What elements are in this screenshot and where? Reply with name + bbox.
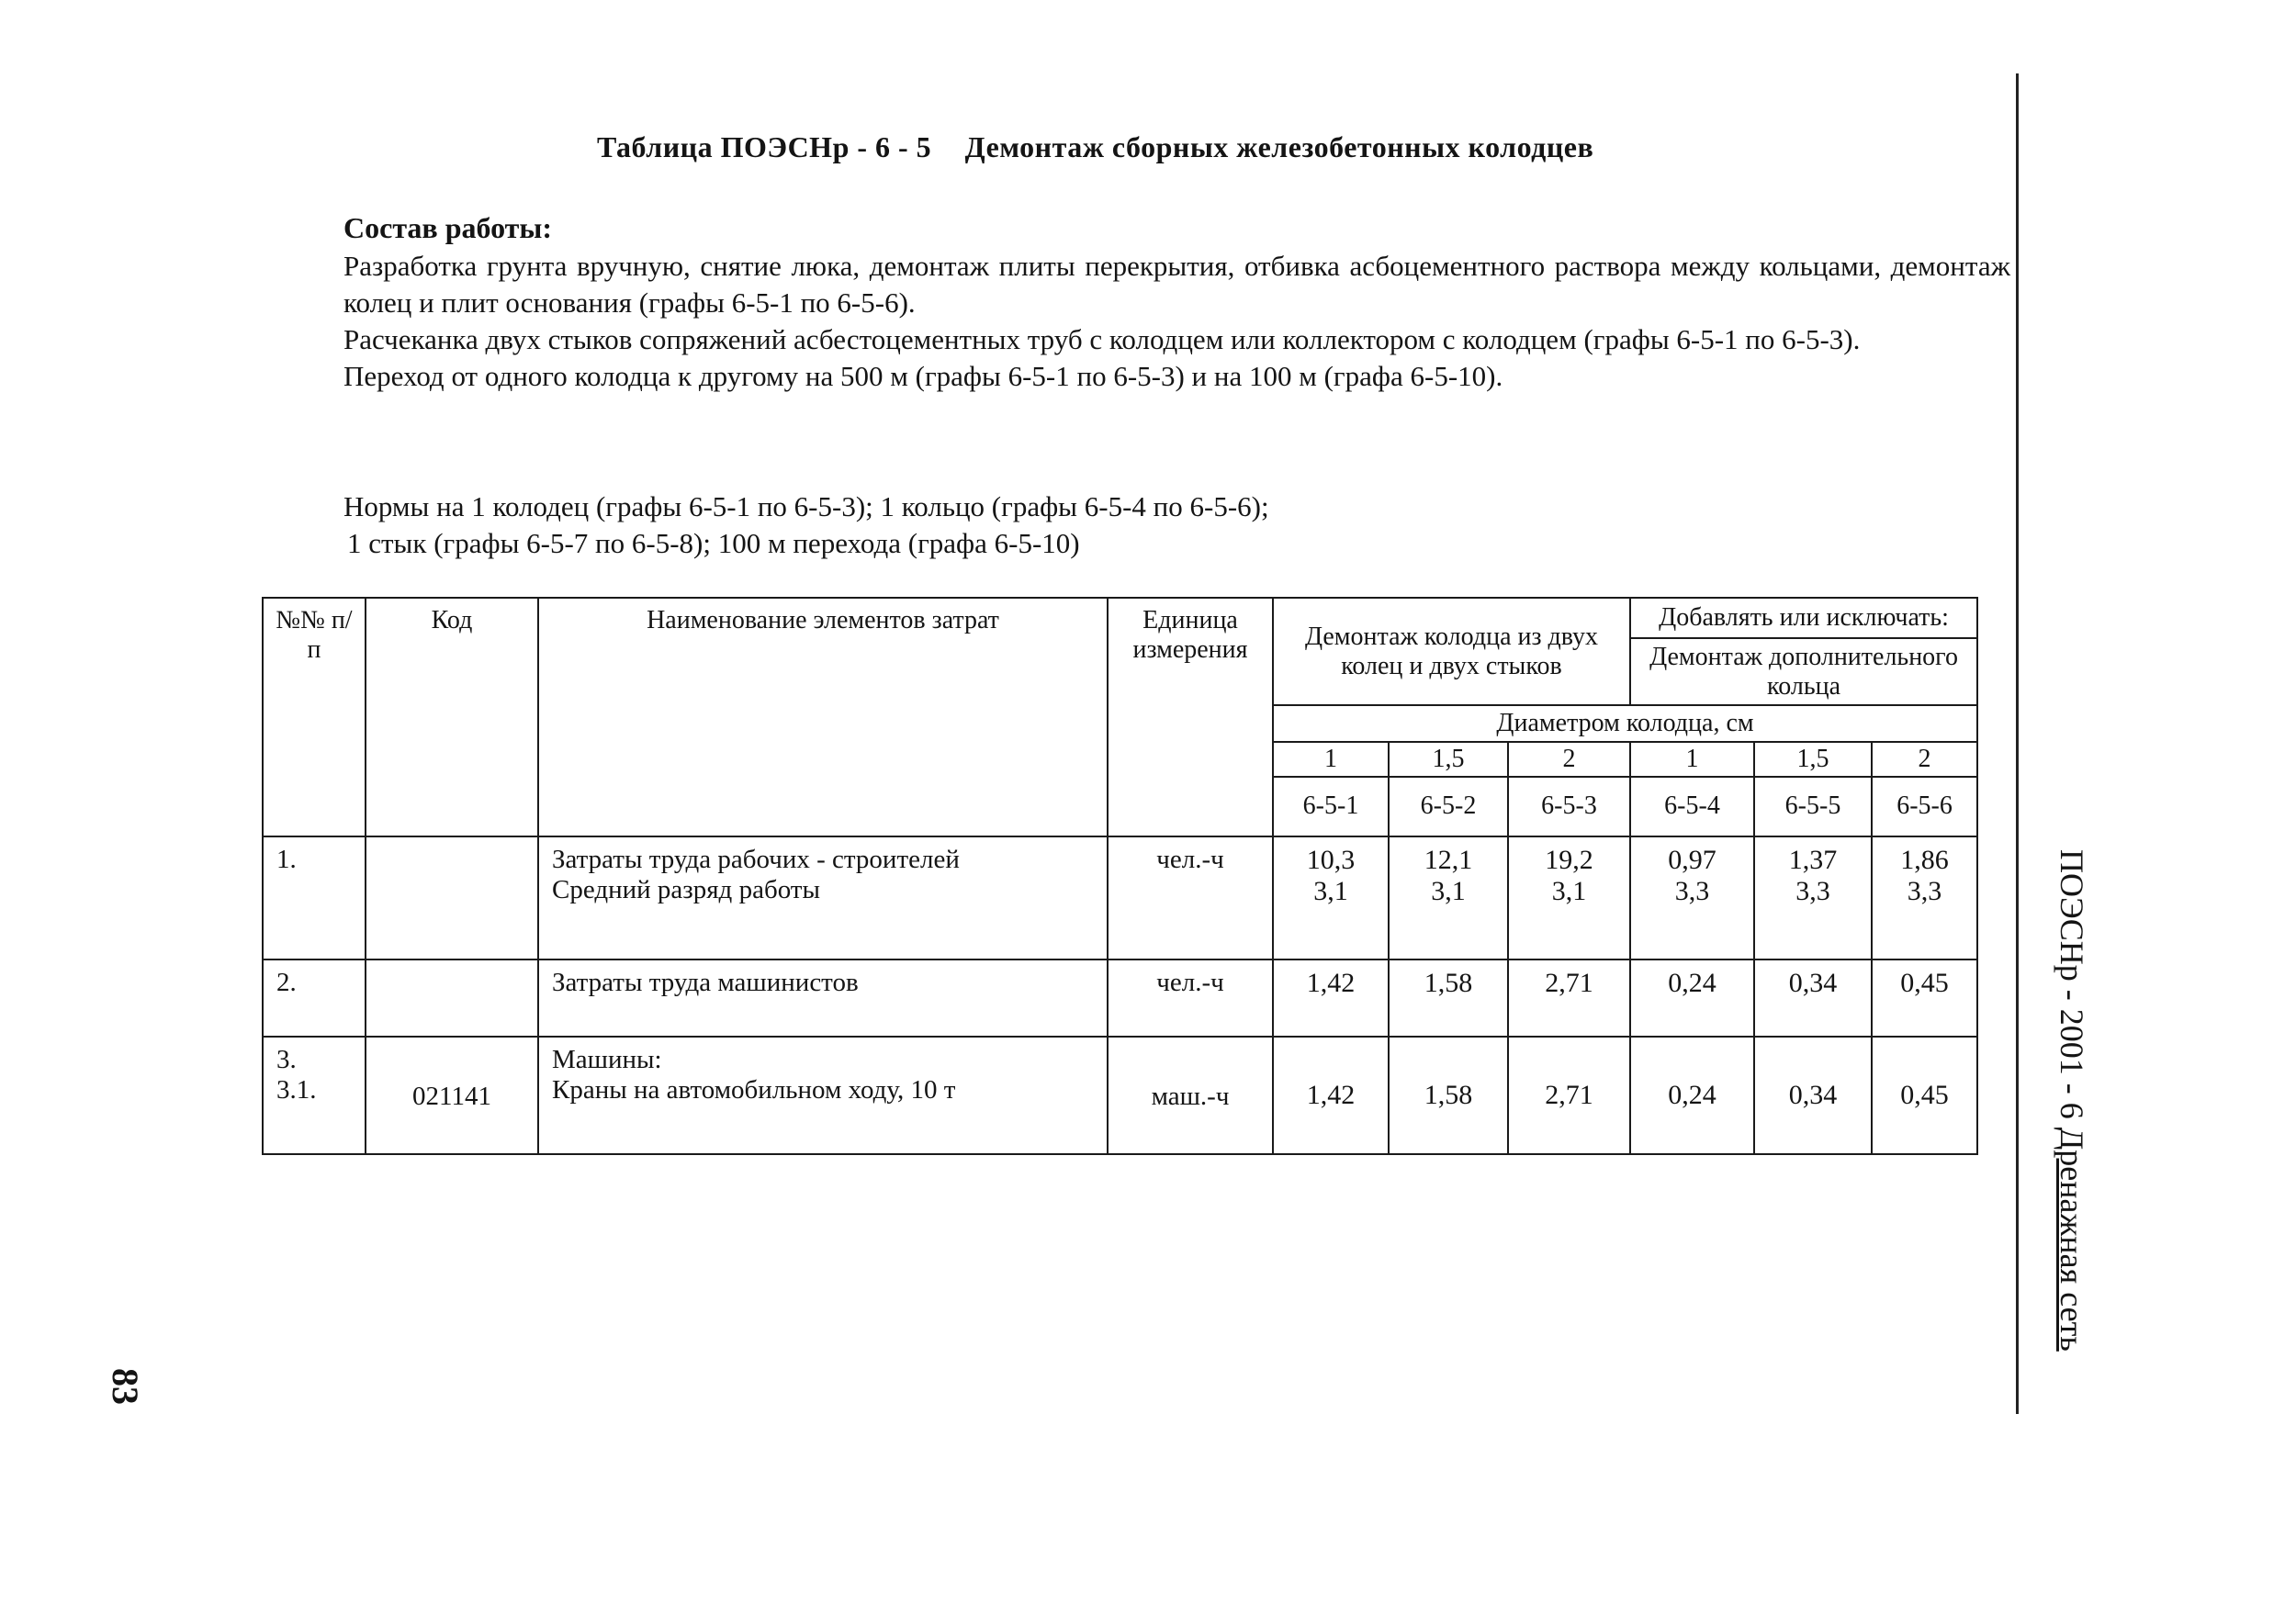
running-header-title: Дренажная сеть [2054,1127,2090,1352]
cost-table [262,597,1978,1155]
column-code: 6-5-4 [1630,777,1754,836]
diameter-cell: 1,5 [1389,742,1508,777]
row-name-line: Краны на автомобильном ходу, 10 т [552,1075,956,1105]
row-code [366,836,538,960]
margin-rule [2016,73,2019,1414]
header-name: Наименование элементов затрат [538,598,1108,836]
row-value: 2,71 [1508,1037,1630,1154]
composition-paragraph: Разработка грунта вручную, снятие люка, демонтаж плиты перекрытия, отбивка асбоцементного раствора между кольцами, демонтаж колец и плит основания (графы 6-5-1 по 6-5-6). [343,250,2010,319]
composition-paragraph: Переход от одного колодца к другому на 500 м (графы 6-5-1 по 6-5-3) и на 100 м (графа 6-5-10). [343,360,1503,392]
row-value: 0,24 [1630,1037,1754,1154]
row-unit: маш.-ч [1108,1037,1273,1154]
diameter-cell: 2 [1508,742,1630,777]
table-row [263,1037,1977,1154]
row-unit: чел.-ч [1108,960,1273,1037]
row-value: 10,3 3,1 [1273,836,1389,960]
row-num: 3. 3.1. [263,1037,366,1154]
work-composition [343,209,2010,395]
norms-line: 1 стык (графы 6-5-7 по 6-5-8); 100 м перехода (графа 6-5-10) [347,527,1080,559]
header-unit: Единица измерения [1108,598,1273,836]
composition-heading: Состав работы: [343,211,553,244]
row-value: 0,24 [1630,960,1754,1037]
row-num: 2. [263,960,366,1037]
row-name-line: Затраты труда рабочих - строителей [552,844,960,874]
norms-line: Нормы на 1 колодец (графы 6-5-1 по 6-5-3); 1 кольцо (графы 6-5-4 по 6-5-6); [343,490,1269,522]
row-value: 0,45 [1872,1037,1977,1154]
diameter-cell: 1,5 [1754,742,1872,777]
row-value: 1,58 [1389,1037,1508,1154]
row-name [538,836,1108,960]
row-value: 0,34 [1754,960,1872,1037]
table-row [263,836,1977,960]
header-diameter: Диаметром колодца, см [1273,705,1977,742]
title-prefix: Таблица [597,130,714,163]
row-code: 021141 [366,1037,538,1154]
header-num: №№ п/п [263,598,366,836]
row-value: 1,37 3,3 [1754,836,1872,960]
running-header-code: ПОЭСНр - 2001 - 6 [2054,849,2090,1119]
row-name-line: Средний разряд работы [552,875,820,905]
row-value: 0,34 [1754,1037,1872,1154]
header-code: Код [366,598,538,836]
title-code: ПОЭСНр - 6 - 5 [720,130,932,163]
title-name: Демонтаж сборных железобетонных колодцев [964,130,1594,163]
diameter-cell: 1 [1273,742,1389,777]
row-num: 1. [263,836,366,960]
row-value: 1,86 3,3 [1872,836,1977,960]
row-name: Затраты труда машинистов [538,960,1108,1037]
diameter-cell: 1 [1630,742,1754,777]
row-unit: чел.-ч [1108,836,1273,960]
row-name [538,1037,1108,1154]
header-group-extra-ring: Демонтаж дополнительного кольца [1630,638,1977,705]
row-value: 0,45 [1872,960,1977,1037]
header-group-add: Добавлять или исключать: [1630,598,1977,638]
row-value: 1,58 [1389,960,1508,1037]
column-code: 6-5-1 [1273,777,1389,836]
header-group-dismantle: Демонтаж колодца из двух колец и двух стыков [1273,598,1630,705]
column-code: 6-5-3 [1508,777,1630,836]
row-value: 12,1 3,1 [1389,836,1508,960]
column-code: 6-5-6 [1872,777,1977,836]
row-name-line: Машины: [552,1045,662,1075]
table-title [597,130,1593,164]
norms-note [343,488,1269,562]
row-value: 2,71 [1508,960,1630,1037]
row-value: 1,42 [1273,1037,1389,1154]
table-row [263,960,1977,1037]
row-value: 1,42 [1273,960,1389,1037]
page-number: 83 [105,1368,146,1405]
composition-paragraph: Расчеканка двух стыков сопряжений асбестоцементных труб с колодцем или коллектором с колодцем (графы 6-5-1 по 6-5-3). [343,323,1861,355]
column-code: 6-5-5 [1754,777,1872,836]
row-value: 19,2 3,1 [1508,836,1630,960]
row-code [366,960,538,1037]
row-value: 0,97 3,3 [1630,836,1754,960]
running-header [2053,849,2091,1352]
column-code: 6-5-2 [1389,777,1508,836]
diameter-cell: 2 [1872,742,1977,777]
